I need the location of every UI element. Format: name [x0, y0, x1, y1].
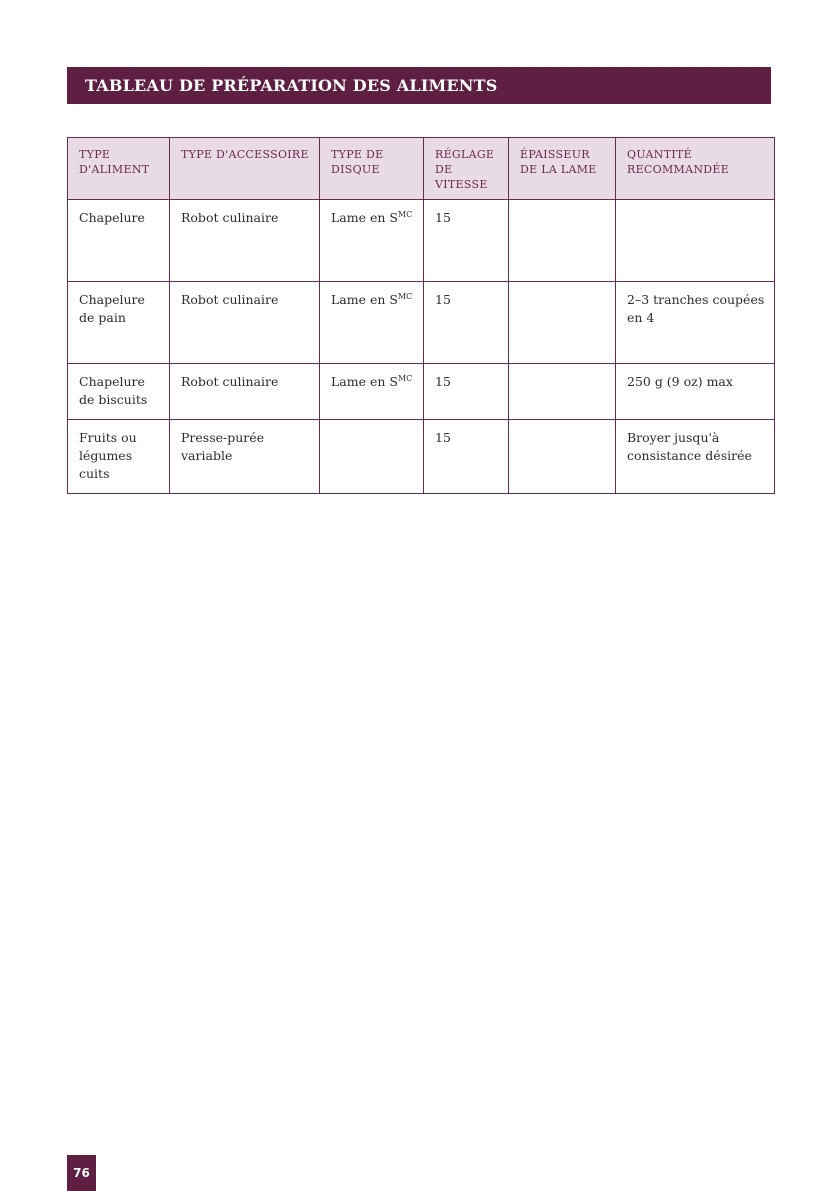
cell-aliment: Chapelure de pain: [68, 282, 170, 364]
cell-accessoire: Presse-purée variable: [170, 420, 320, 494]
table-header-row: [68, 138, 775, 200]
food-prep-table: [67, 137, 775, 494]
disque-text: Lame en S: [331, 374, 398, 389]
cell-accessoire: Robot culinaire: [170, 282, 320, 364]
cell-quantite: [616, 200, 775, 282]
header-reglage-vitesse: RÉGLAGE DE VITESSE: [424, 138, 509, 200]
header-type-disque: TYPE DE DISQUE: [320, 138, 424, 200]
cell-vitesse: 15: [424, 200, 509, 282]
cell-aliment: Chapelure: [68, 200, 170, 282]
cell-vitesse: 15: [424, 420, 509, 494]
header-quantite: QUANTITÉ RECOMMANDÉE: [616, 138, 775, 200]
header-epaisseur-lame: ÉPAISSEUR DE LA LAME: [509, 138, 616, 200]
header-type-accessoire: TYPE D'ACCESSOIRE: [170, 138, 320, 200]
table-row: [68, 282, 775, 364]
cell-disque: [320, 282, 424, 364]
cell-aliment: Fruits ou légumes cuits: [68, 420, 170, 494]
page-number: 76: [73, 1166, 90, 1180]
disque-text: Lame en S: [331, 292, 398, 307]
cell-disque: [320, 364, 424, 420]
trademark-superscript: MC: [397, 291, 413, 301]
table-row: [68, 200, 775, 282]
table-row: [68, 364, 775, 420]
cell-epaisseur: [509, 364, 616, 420]
header-type-aliment: TYPE D'ALIMENT: [68, 138, 170, 200]
table-row: [68, 420, 775, 494]
trademark-superscript: MC: [397, 209, 413, 219]
section-title: TABLEAU DE PRÉPARATION DES ALIMENTS: [85, 76, 498, 95]
cell-epaisseur: [509, 282, 616, 364]
cell-accessoire: Robot culinaire: [170, 364, 320, 420]
cell-disque: [320, 420, 424, 494]
cell-vitesse: 15: [424, 364, 509, 420]
trademark-superscript: MC: [397, 373, 413, 383]
section-title-bar: [67, 67, 771, 104]
cell-quantite: 250 g (9 oz) max: [616, 364, 775, 420]
cell-vitesse: 15: [424, 282, 509, 364]
cell-disque: [320, 200, 424, 282]
cell-epaisseur: [509, 200, 616, 282]
cell-epaisseur: [509, 420, 616, 494]
cell-aliment: Chapelure de biscuits: [68, 364, 170, 420]
cell-quantite: 2–3 tranches coupées en 4: [616, 282, 775, 364]
disque-text: Lame en S: [331, 210, 398, 225]
cell-quantite: Broyer jusqu'à consistance désirée: [616, 420, 775, 494]
page-number-tab: [67, 1155, 96, 1191]
cell-accessoire: Robot culinaire: [170, 200, 320, 282]
